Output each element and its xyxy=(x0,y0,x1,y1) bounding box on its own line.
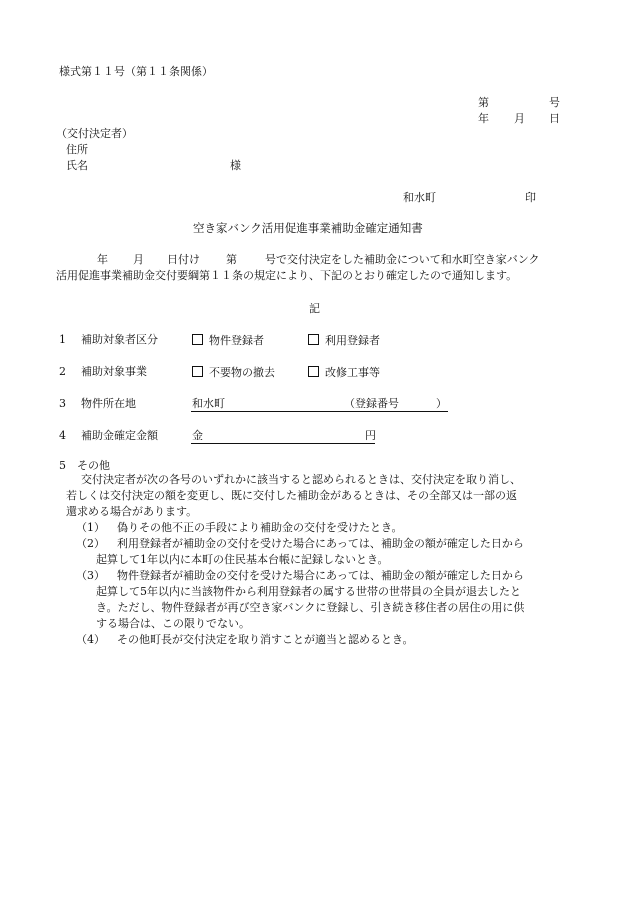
item1-option2 xyxy=(308,334,380,346)
clause3-line1: 物件登録者が補助金の交付を受けた場合にあっては、補助金の額が確定した日から xyxy=(117,569,524,582)
ki-heading: 記 xyxy=(309,302,320,315)
clause3-line4: する場合は、この限りでない。 xyxy=(96,617,250,630)
doc-number-prefix: 第 xyxy=(478,96,489,109)
item3-underline xyxy=(191,411,448,412)
item2-option1 xyxy=(192,366,275,378)
intro-dai: 第 xyxy=(226,253,237,266)
clause4-number: （4） xyxy=(76,633,105,646)
item4-underline xyxy=(191,443,375,444)
document-title: 空き家バンク活用促進事業補助金確定通知書 xyxy=(193,221,423,235)
item4-label: 補助金確定金額 xyxy=(81,429,158,442)
item3-label: 物件所在地 xyxy=(81,397,136,410)
other-heading: 5 その他 xyxy=(59,459,110,472)
intro-line2: 活用促進事業補助金交付要綱第１１条の規定により、下記のとおり確定したので通知します。 xyxy=(56,269,518,282)
item2-label: 補助対象事業 xyxy=(81,365,147,378)
clause2-line2: 起算して1年以内に本町の住民基本台帳に記録しないとき。 xyxy=(96,553,389,566)
item2-number: 2 xyxy=(59,365,66,378)
item2-option2-label: 改修工事等 xyxy=(325,366,380,379)
checkbox-icon[interactable] xyxy=(192,334,203,345)
date-day: 日 xyxy=(549,112,560,125)
clause1-number: （1） xyxy=(76,521,105,534)
issuer-town: 和水町 xyxy=(403,191,436,204)
recipient-label: （交付決定者） xyxy=(56,127,133,140)
intro-line1-rest: 号で交付決定をした補助金について和水町空き家バンク xyxy=(265,253,540,266)
name-label: 氏名 xyxy=(66,159,88,172)
honorific: 様 xyxy=(230,159,241,172)
item1-option1-label: 物件登録者 xyxy=(209,334,264,347)
item1-option1 xyxy=(192,334,264,346)
item2-option2 xyxy=(308,366,380,378)
other-p3: 還求める場合があります。 xyxy=(66,505,198,518)
clause2-line1: 利用登録者が補助金の交付を受けた場合にあっては、補助金の額が確定した日から xyxy=(117,537,524,550)
intro-date-suffix: 日付け xyxy=(167,253,200,266)
intro-month: 月 xyxy=(133,253,144,266)
clause4-line1: その他町長が交付決定を取り消すことが適当と認めるとき。 xyxy=(117,633,414,646)
clause1-line1: 偽りその他不正の手段により補助金の交付を受けたとき。 xyxy=(117,521,403,534)
clause3-line3: き。ただし、物件登録者が再び空き家バンクに登録し、引き続き移住者の居住の用に供 xyxy=(96,601,525,614)
doc-number-suffix: 号 xyxy=(549,96,560,109)
other-p1: 交付決定者が次の各号のいずれかに該当すると認められるときは、交付決定を取り消し、 xyxy=(81,473,521,486)
checkbox-icon[interactable] xyxy=(192,366,203,377)
item3-number: 3 xyxy=(59,397,66,410)
checkbox-icon[interactable] xyxy=(308,334,319,345)
item1-number: 1 xyxy=(59,333,66,346)
item4-number: 4 xyxy=(59,429,66,442)
item3-value: 和水町 xyxy=(192,397,225,410)
intro-year: 年 xyxy=(97,253,108,266)
clause3-line2: 起算して5年以内に当該物件から利用登録者の属する世帯の世帯員の全員が退去したと xyxy=(96,585,521,598)
date-year: 年 xyxy=(478,112,489,125)
item2-option1-label: 不要物の撤去 xyxy=(209,366,275,379)
clause2-number: （2） xyxy=(76,537,105,550)
date-month: 月 xyxy=(514,112,525,125)
address-label: 住所 xyxy=(66,143,88,156)
issuer-seal: 印 xyxy=(525,191,536,204)
item4-suffix: 円 xyxy=(365,429,376,442)
item3-reg-close: ） xyxy=(436,397,447,410)
clause3-number: （3） xyxy=(76,569,105,582)
item4-prefix: 金 xyxy=(192,429,203,442)
other-p2: 若しくは交付決定の額を変更し、既に交付した補助金があるときは、その全部又は一部の返 xyxy=(66,489,517,502)
form-number: 様式第１１号（第１１条関係） xyxy=(59,65,213,78)
checkbox-icon[interactable] xyxy=(308,366,319,377)
item1-option2-label: 利用登録者 xyxy=(325,334,380,347)
item3-reg-open: （登録番号 xyxy=(344,397,399,410)
item1-label: 補助対象者区分 xyxy=(81,333,158,346)
